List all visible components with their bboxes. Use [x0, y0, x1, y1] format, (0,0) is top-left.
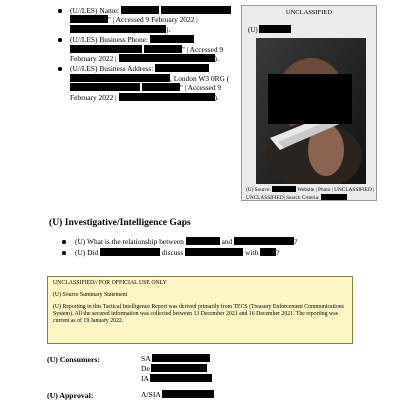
bullet-icon	[58, 38, 62, 42]
consumers-label: (U) Consumers:	[47, 355, 101, 364]
redaction	[70, 83, 140, 91]
box-body: (U) Reporting in this Tactical Intelligence Report was derived primarily from TECS (Treasury Enforcement Communications System). All the secured information was collected between 13 December 2021 and 16 December 2021. The reporting was current as of 19 January 2022.	[53, 304, 344, 324]
address-accessed: " | Accessed	[179, 83, 216, 93]
bullet-icon	[58, 67, 62, 71]
redaction	[260, 248, 276, 256]
redaction	[152, 354, 210, 362]
redaction	[185, 248, 243, 256]
consumer-line: SA	[141, 354, 212, 364]
phone-end: ).	[214, 54, 219, 64]
address-end: ).	[214, 92, 219, 102]
redaction	[272, 186, 296, 192]
redaction	[119, 54, 215, 62]
phone-accessed: " | Accessed 9 February 2022 |	[70, 44, 224, 64]
consumers-list	[141, 354, 212, 384]
redaction	[121, 6, 159, 14]
redaction	[234, 237, 294, 245]
gaps-list	[62, 236, 297, 258]
gaps-heading: (U) Investigative/Intelligence Gaps	[49, 217, 191, 228]
redaction	[70, 74, 170, 82]
bullet-icon	[62, 240, 66, 244]
name-item	[58, 6, 236, 34]
consumer-line: IA	[141, 374, 212, 384]
redaction	[162, 390, 214, 398]
bullet-icon	[62, 251, 66, 255]
redaction	[70, 25, 166, 33]
redaction	[259, 25, 291, 33]
redaction	[150, 374, 212, 382]
redaction	[161, 6, 231, 14]
address-item	[58, 64, 236, 102]
redaction	[186, 237, 220, 245]
photo-caption: (U) Source: Website | Photo | UNCLASSIFIED | UNCLASSIFIED| Search Criteria:	[246, 187, 375, 201]
address-city: , London W3	[170, 73, 210, 83]
redaction	[142, 83, 180, 91]
subject-photo	[256, 38, 366, 184]
redaction	[321, 194, 347, 200]
redaction	[119, 93, 215, 101]
photo-panel	[241, 5, 377, 201]
redaction	[70, 45, 142, 53]
photo-label: (U)	[248, 25, 291, 34]
redaction	[100, 248, 160, 256]
name-label: (U//LES) Name:	[70, 6, 120, 15]
redaction	[150, 35, 194, 43]
name-accessed: " | Accessed 9 February 2022 |	[108, 15, 198, 25]
redaction	[268, 74, 352, 124]
redaction	[151, 364, 207, 372]
gap-question: (U) Did discuss with ?	[62, 247, 297, 258]
approval-label: (U) Approval:	[47, 391, 94, 400]
redaction	[70, 15, 108, 23]
photo-classification: UNCLASSIFIED	[285, 9, 333, 16]
source-summary-box	[47, 276, 353, 344]
box-classification: UNCLASSIFIED// FOR OFFICIAL USE ONLY	[53, 280, 167, 286]
consumer-line: De	[141, 364, 212, 374]
gap-question: (U) What is the relationship between and ?	[62, 236, 297, 247]
address-postcode: 0RG (	[210, 73, 230, 83]
phone-label: (U//LES) Business Phone:	[70, 35, 149, 45]
phone-item	[58, 35, 236, 63]
redaction	[144, 45, 182, 53]
subject-info-list	[58, 6, 236, 103]
subject-photo-image	[256, 38, 366, 184]
address-date: 9 February 2022 |	[70, 83, 222, 102]
approval-value: A/SIA	[141, 390, 214, 400]
name-end: ).	[166, 24, 171, 34]
bullet-icon	[58, 9, 62, 13]
redaction	[155, 64, 209, 72]
address-label: (U//LES) Business Address:	[70, 64, 154, 74]
box-title: (U) Source Summary Statement	[53, 292, 128, 298]
